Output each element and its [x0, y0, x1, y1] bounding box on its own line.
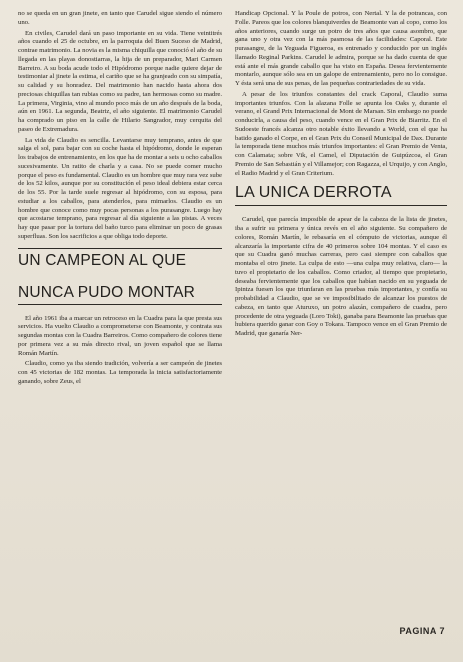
left-column: [18, 10, 222, 389]
section-rule: [18, 248, 222, 249]
article-paragraph: A pesar de los triunfos constantes del crack Caporal, Claudio suma importantes triunfos. Con la alazana Folle se apunta los Oaks y, durante el verano, el Grand Prix Internacional de Mont de Marsan. Sin embargo no puede conducirla, a causa del peso, cuando vence en el Gran Prix de Biarritz. En el Sudoeste francés alcanza otro notable éxito llevando a World, con el que ha batido ganado el Corpe, en el Gran Prix du Conseil Municipal de Dax. Durante la temporada tiene muchos más triunfos importantes: el Gran Premio de Venta, con Calamata; sobre Vik, el Camel, el Diputación de Guipúzcoa, el Gran Premio de San Sebastián y el Villamejor; con Ragazza, el Urquijo, y con Anglo, el Radio Madrid y el Gran Criterium.: [235, 90, 447, 177]
section-headline: LA UNICA DERROTA: [235, 184, 392, 202]
section-headline: NUNCA PUDO MONTAR: [18, 283, 196, 301]
article-paragraph: Claudio, como ya iba siendo tradición, volvería a ser campeón de jinetes con 45 victorias de 182 montas. La temporada la inicia satisfactoriamente ganando, sobre Zeus, el: [18, 360, 222, 385]
section-headline: UN CAMPEON AL QUE: [18, 251, 187, 269]
section-header: [235, 184, 447, 206]
right-column: [235, 10, 447, 341]
article-paragraph: no se queda en un gran jinete, en tanto que Carudel sigue siendo el número uno.: [18, 10, 222, 26]
page-number: PAGINA 7: [399, 626, 445, 636]
article-paragraph: Handicap Opcional. Y la Poule de potros, con Nertal. Y la de potrancas, con Folle. Pareos que los colores blanquiverdes de Beamonte van al copo, como los años anteriores, cuando surge un potro de tres años que causa asombro, que gana uno y otra vez con la más pasmosa de las facilidades: Caporal. Este purasangre, de la Yeguada Figueroa, es entrenado y conducido por un inglés llamado Reginal Parkins. Carudel le admira, porque se ha dado cuenta de que está ante el más grande caballo que ha visto en España. Desea fervientemente montarlo, aunque sólo sea en un galope de entrenamiento, pero no lo consigue. Y ésta será una de sus penas, de las pequeñas contrariedades de su vida.: [235, 10, 447, 87]
section-rule: [235, 205, 447, 206]
article-paragraph: En civiles, Carudel dará un paso importante en su vida. Tiene veintitrés años cuando el 25 de octubre, en la parroquia del Buen Suceso de Madrid, contrae matrimonio. La novia es la misma chiquilla que conoció el año de su llegada en las playas donostiarras, la hija de un preparador, Mari Carmen Barreiro. A su boda acude todo el Hipódromo porque nadie quiere dejar de testimoniar al jinete la estima, el cariño que se ha granjeado con su simpatía, su calidad y su honradez. Del matrimonio han nacido hasta ahora dos preciosas chiquillas tan rubias como su padre, tan hermosas como su madre. La primera, Virginia, vino al mundo poco más de un año después de la boda, aún en 1961. La segunda, Beatriz, el año siguiente. El matrimonio Carudel ha comprado un piso en la calle de Hilario Sangrador, muy cerquita del paseo de Extremadura.: [18, 29, 222, 133]
article-paragraph: Carudel, que parecía imposible de apear de la cabeza de la lista de jinetes, iba a sufrir su primera y única revés en el año siguiente. Su compañero de colores, Román Martín, le rebasaría en el cómputo de victorias, aunque él alcanzaría la importante cifra de 40 primeros sobre 104 montas. Y el caso es que su Cuadra ganó muchas carreras, pero casi siempre con caballos que montaba el otro jinete. La culpa de esto —una culpa muy relativa, claro— la tuvo el propietario de los caballos. Como criador, al tiempo que propietario, deseaba fervientemente que los caballos que habían nacido en su yeguada de Ipintza fuesen los que triunfaran en las pruebas más importantes, y confía su probabilidad a Claudio, que se ve imposibilitado de alcanzar los puestos de cabeza, en tanto que Aturuxo, un potro alazán, compañero de cuadra, pero procedente de otra yeguada (Loro Toki), ganaba para Beamonte las pruebas que hubiera querido ganar con Goy o Tokara. Tampoco vence en el Gran Premio de Madrid, que ganaría Ner-: [235, 216, 447, 337]
section-rule: [18, 304, 222, 305]
article-paragraph: El año 1961 iba a marcar un retroceso en la Cuadra para la que presta sus servicios. Ha vuelto Claudio a comprometerse con Beamonte, y contrata sus segundas montas con la Cuadra Barreiros. Como compañero de colores tiene por primera vez a su más directo rival, un joven español que se llama Román Martín.: [18, 314, 222, 357]
article-paragraph: La vida de Claudio es sencilla. Levantarse muy temprano, antes de que salga el sol, para bajar con su coche hasta el hipódromo, donde le esperan los trabajos de entrenamiento, en los que ha de montar a seis u ocho caballos sucesivamente. Un ratito de charla y a casa. No se puede comer mucho porque el peso es fundamental. Claudio es un hombre que muy rara vez sube de los 52 kilos, aunque por su constitución el peso ideal debiera estar cerca de los 55. Por la tarde suele regresar al hipódromo, con su esposa, para estudiar a los caballos, para atenderlos, para mimarlos. Claudio es un hombre que conoce como muy pocas personas a los purasangre. Luego hay que acostarse temprano, para regresar al día siguiente a las pistas. A veces hay que pasar por la tortura del baño turco para eliminar un poco de grasas superfluas. Son los sacrificios a que obliga todo deporte.: [18, 136, 222, 240]
